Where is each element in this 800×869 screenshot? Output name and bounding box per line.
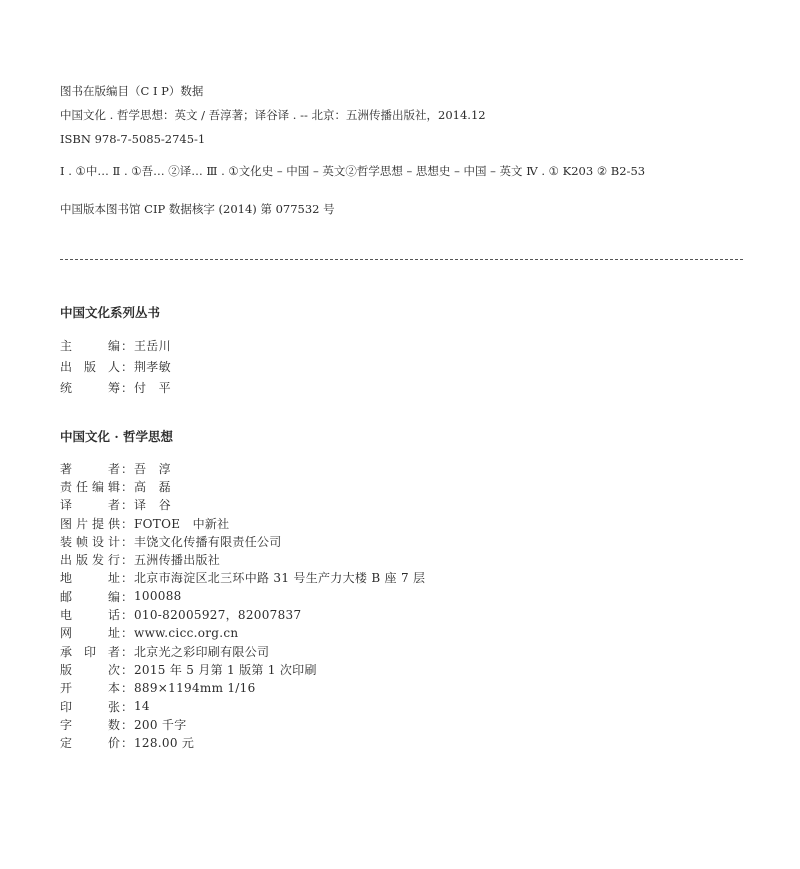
credit-label: 装 帧 设 计: [60, 534, 120, 549]
credit-value: 2015 年 5 月第 1 版第 1 次印刷: [134, 662, 317, 677]
series-rows: [60, 335, 660, 398]
credit-colon: ：: [120, 644, 133, 659]
credit-value: 高 磊: [134, 479, 171, 494]
credit-row: [60, 697, 660, 715]
credit-label: 地 址: [60, 571, 120, 586]
credit-label: 定 价: [60, 736, 120, 751]
credit-value: 200 千字: [134, 717, 187, 732]
series-credits: [60, 303, 660, 398]
credit-row: [60, 715, 660, 733]
credit-label: 出 版 发 行: [60, 553, 120, 568]
credit-value: 889×1194mm 1/16: [134, 680, 256, 695]
credit-label: 字 数: [60, 717, 120, 732]
credit-row: [60, 377, 660, 398]
credit-label: 版 次: [60, 662, 120, 677]
credit-value: FOTOE 中新社: [134, 516, 230, 531]
credit-row: [60, 569, 660, 587]
credit-label: 出 版 人: [60, 360, 120, 374]
credit-row: [60, 679, 660, 697]
credit-colon: ：: [120, 717, 133, 732]
credit-value: 付 平: [134, 381, 171, 395]
credit-colon: ：: [120, 498, 133, 513]
credit-colon: ：: [120, 516, 133, 531]
credit-row: [60, 335, 660, 356]
credit-row: [60, 477, 660, 495]
credit-value: 五洲传播出版社: [134, 553, 221, 568]
credit-label: 译 者: [60, 498, 120, 513]
series-title: 中国文化系列丛书: [60, 305, 161, 320]
book-credits: [60, 427, 660, 752]
book-rows: [60, 459, 660, 752]
credit-colon: ：: [120, 662, 133, 677]
credit-label: 印 张: [60, 699, 120, 714]
credit-label: 著 者: [60, 461, 120, 476]
credit-colon: ：: [120, 571, 133, 586]
credit-value: 王岳川: [134, 339, 171, 353]
credit-colon: ：: [120, 360, 133, 374]
credit-row: [60, 605, 660, 623]
credit-value: 荆孝敏: [134, 360, 171, 374]
credit-label: 主 编: [60, 339, 120, 353]
credit-colon: ：: [120, 479, 133, 494]
credit-value: 14: [134, 699, 150, 713]
credit-colon: ：: [120, 681, 133, 696]
credit-label: 责 任 编 辑: [60, 479, 120, 494]
credit-row: [60, 733, 660, 751]
credit-value: 北京光之彩印刷有限公司: [134, 644, 270, 659]
credit-colon: ：: [120, 553, 133, 568]
credit-colon: ：: [120, 608, 133, 623]
credit-row: [60, 356, 660, 377]
credit-colon: ：: [120, 589, 133, 604]
credit-label: 邮 编: [60, 589, 120, 604]
credit-colon: ：: [120, 534, 133, 549]
credit-value: 吾 淳: [134, 461, 171, 476]
credit-row: [60, 496, 660, 514]
credit-label: 网 址: [60, 626, 120, 641]
credit-row: [60, 459, 660, 477]
credit-colon: ：: [120, 381, 133, 395]
credit-value: 丰饶文化传播有限责任公司: [134, 534, 282, 549]
book-title: 中国文化 · 哲学思想: [60, 429, 174, 444]
credit-value: 010-82005927，82007837: [134, 608, 302, 623]
credit-label: 承 印 者: [60, 644, 120, 659]
credit-row: [60, 624, 660, 642]
credit-colon: ：: [120, 736, 133, 751]
credit-colon: ：: [120, 626, 133, 641]
credit-value: 译 谷: [134, 498, 171, 513]
cip-classification: Ⅰ . ①中… Ⅱ . ①吾… ②译… Ⅲ . ①文化史 – 中国 – 英文②哲学思想 – 思想史 – 中国 – 英文 Ⅳ . ① K203 ② B2-53: [60, 164, 646, 178]
credit-label: 统 筹: [60, 381, 120, 395]
credit-row: [60, 642, 660, 660]
credit-value: 128.00 元: [134, 736, 195, 751]
credit-colon: ：: [120, 699, 133, 714]
credit-colon: ：: [120, 461, 133, 476]
credit-row: [60, 532, 660, 550]
cip-heading: 图书在版编目（C I P）数据: [60, 84, 204, 98]
cip-record-number: 中国版本图书馆 CIP 数据核字 (2014) 第 077532 号: [60, 202, 335, 216]
credit-row: [60, 587, 660, 605]
credit-row: [60, 660, 660, 678]
credit-label: 开 本: [60, 681, 120, 696]
credit-row: [60, 514, 660, 532]
cip-title-line: 中国文化 . 哲学思想：英文 / 吾淳著；译谷译 . -- 北京：五洲传播出版社，2014.12: [60, 108, 486, 122]
credit-colon: ：: [120, 339, 133, 353]
credit-value: 北京市海淀区北三环中路 31 号生产力大楼 B 座 7 层: [134, 571, 426, 586]
credit-label: 图 片 提 供: [60, 516, 120, 531]
cip-isbn: ISBN 978-7-5085-2745-1: [60, 132, 206, 146]
credit-value: www.cicc.org.cn: [134, 625, 239, 640]
credit-value: 100088: [134, 589, 182, 604]
credit-label: 电 话: [60, 608, 120, 623]
dashed-divider: [60, 259, 743, 260]
credit-row: [60, 550, 660, 568]
